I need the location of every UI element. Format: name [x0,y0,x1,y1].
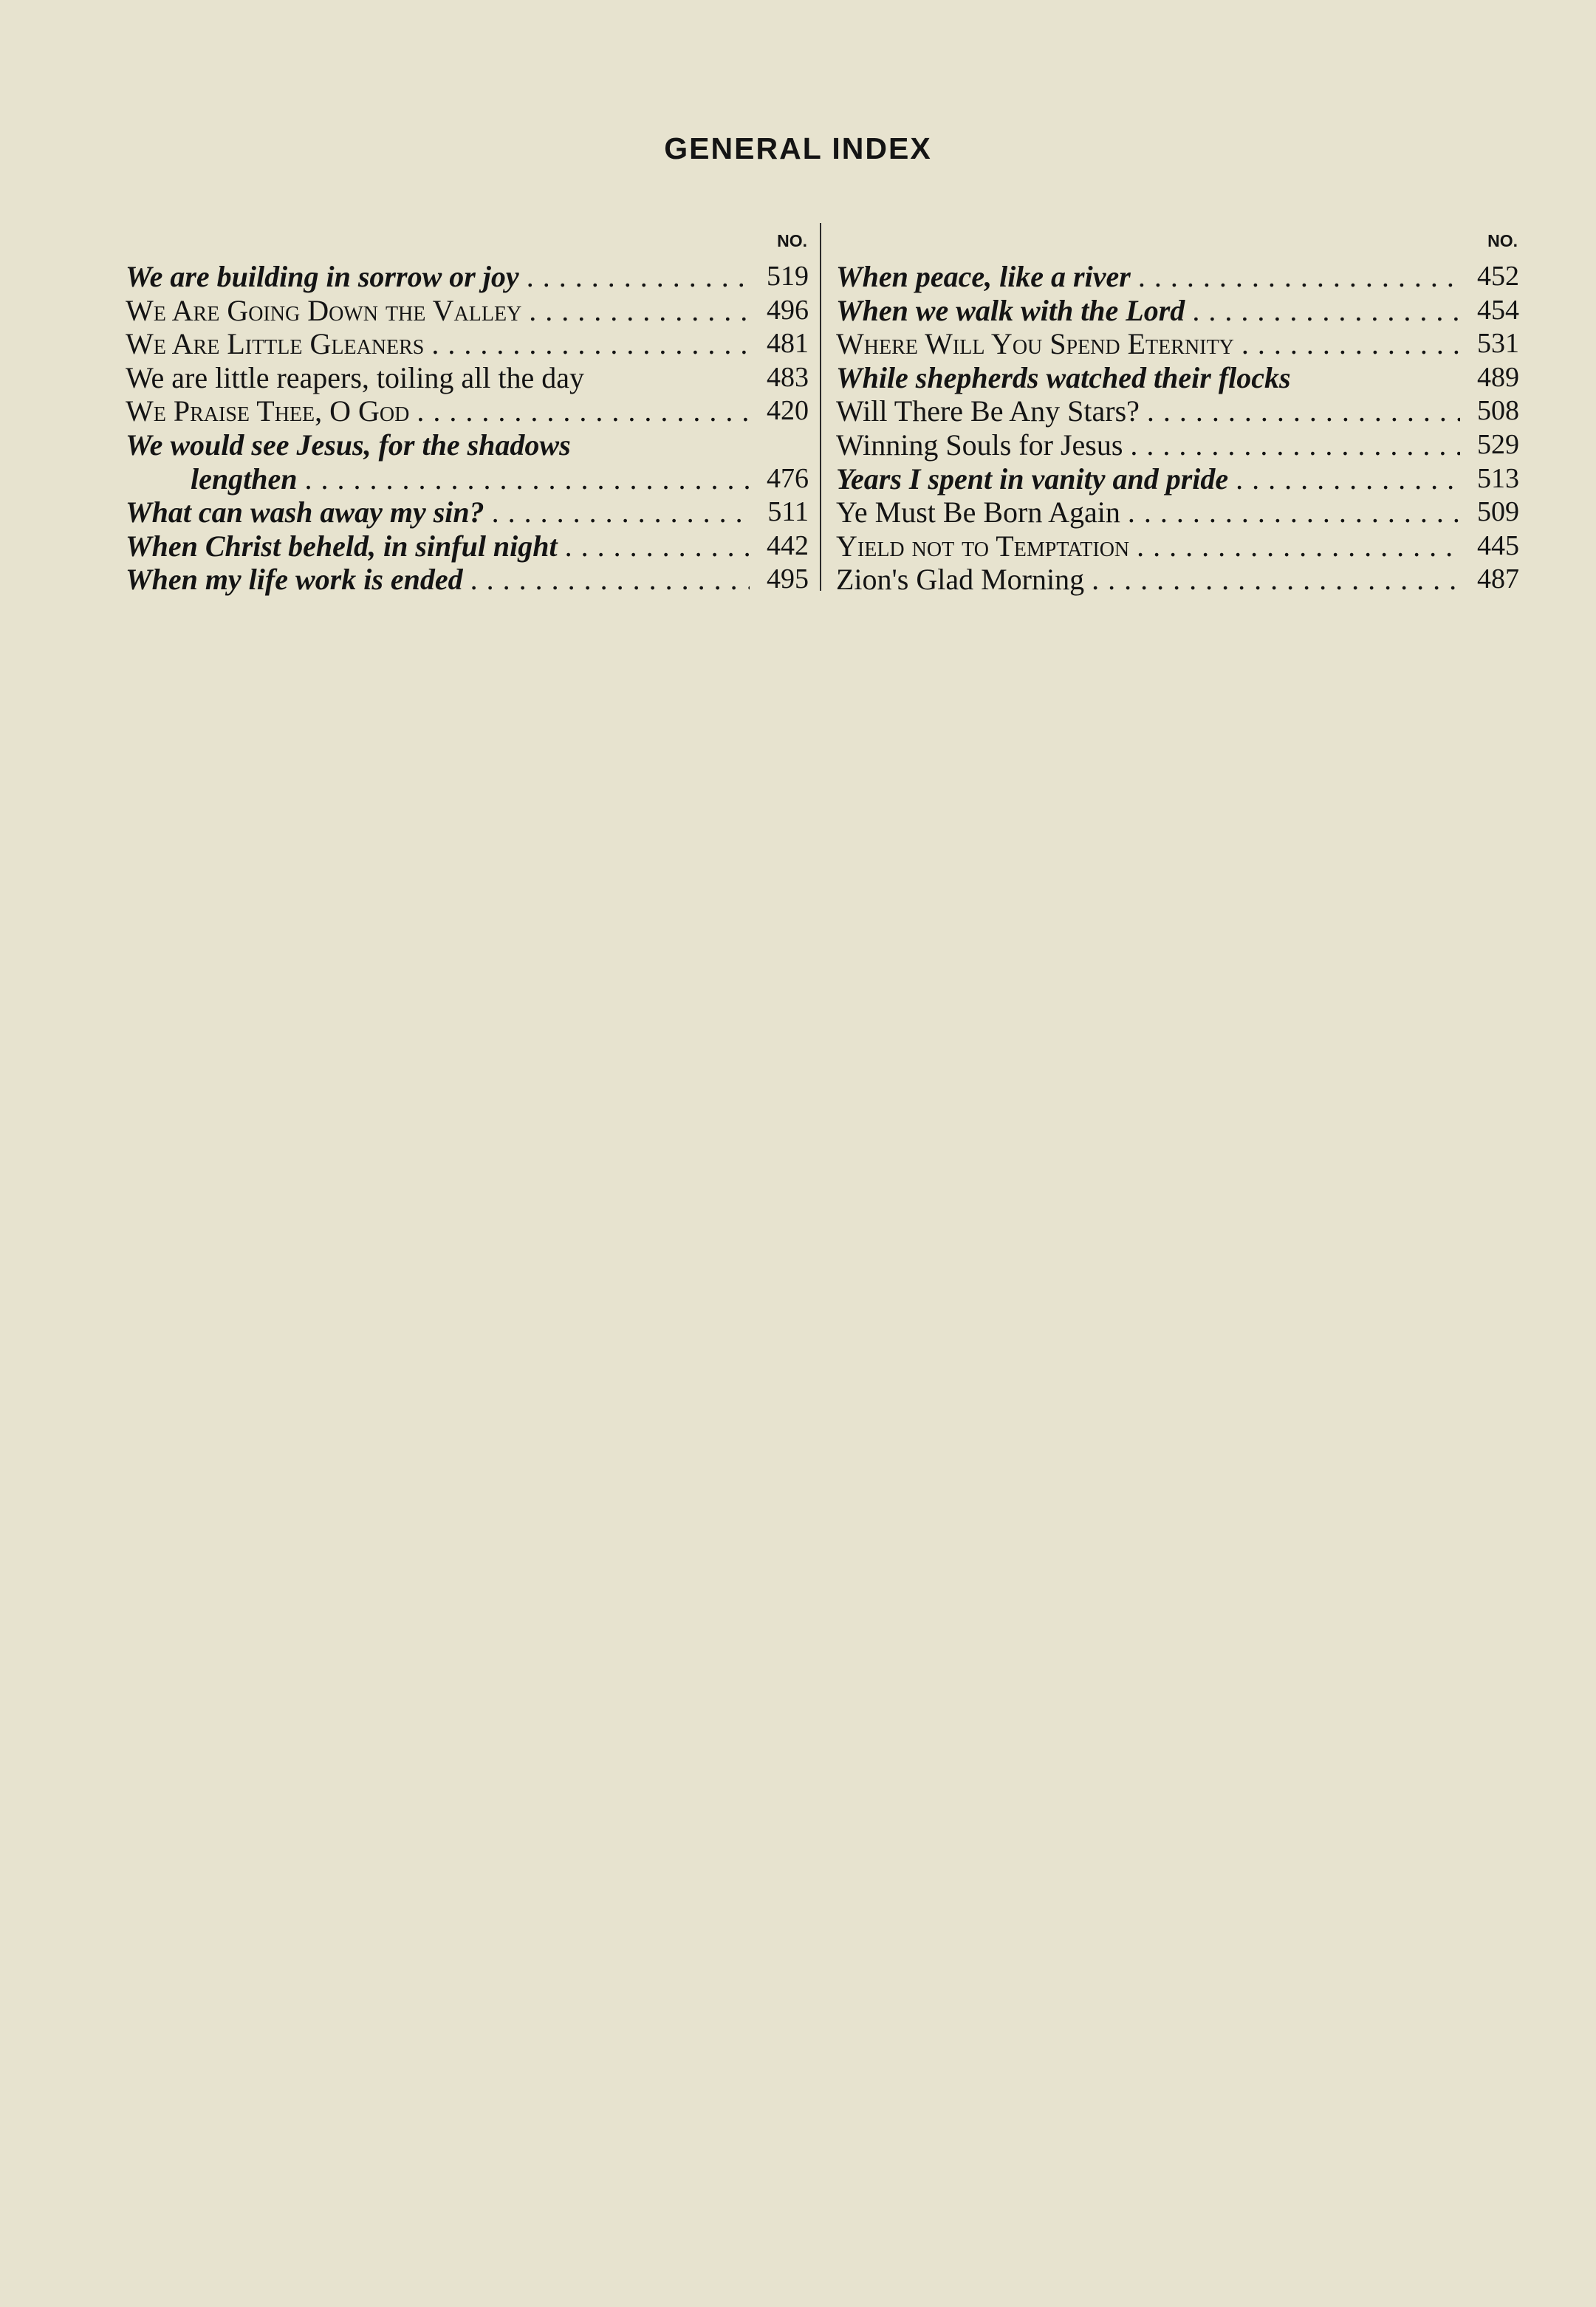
index-entry [126,529,809,563]
entry-number: 511 [767,496,809,528]
column-divider [820,223,821,591]
entry-title: While shepherds watched their flocks [836,360,1291,394]
dot-leader [1192,294,1460,328]
dot-leader [1137,529,1460,563]
index-entry [126,496,809,529]
entry-title: We are little reapers, toiling all the day [126,360,584,394]
dot-leader [470,563,750,597]
index-entry [836,529,1519,563]
entry-number: 519 [767,261,809,292]
entry-title: Years I spent in vanity and pride [836,462,1229,496]
entry-number: 489 [1477,361,1519,393]
entry-number: 481 [767,328,809,360]
entry-title: When my life work is ended [126,563,463,597]
index-entry [836,428,1519,462]
entry-number: 508 [1477,395,1519,427]
number-column-heading: NO. [777,231,807,250]
entry-number: 445 [1477,529,1519,561]
index-entry [126,394,809,428]
entry-number: 454 [1477,294,1519,326]
entry-title: Ye Must Be Born Again [836,496,1120,529]
index-entry [126,260,809,294]
dot-leader [1241,327,1460,361]
entry-number: 420 [767,395,809,427]
entry-number: 513 [1477,462,1519,494]
number-column-heading: NO. [1487,231,1518,250]
index-entry [126,294,809,328]
index-entry [836,260,1519,294]
entry-number: 509 [1477,496,1519,528]
dot-leader [1138,260,1460,294]
entry-number: 529 [1477,428,1519,460]
entry-number: 487 [1477,563,1519,595]
entry-title: We are building in sorrow or joy [126,260,519,293]
dot-leader [565,529,750,563]
entry-title: Winning Souls for Jesus [836,428,1123,462]
index-entry [126,361,809,395]
index-column-left [126,222,809,597]
index-entry [126,563,809,597]
entry-title: When peace, like a river [836,260,1131,293]
dot-leader [417,394,750,428]
entry-title: We would see Jesus, for the shadows [126,428,571,462]
entry-title: When we walk with the Lord [836,293,1185,327]
index-entry [126,327,809,361]
dot-leader [1092,563,1460,597]
dot-leader [1236,462,1460,496]
dot-leader [1130,428,1460,462]
index-entry [126,428,809,462]
dot-leader [431,327,750,361]
entry-title: Will There Be Any Stars? [836,394,1140,428]
entry-number: 495 [767,563,809,595]
entry-title: We Praise Thee, O God [126,394,410,428]
entry-title: Zion's Glad Morning [836,563,1085,597]
index-entry-continuation [126,462,809,496]
index-entry [836,496,1519,529]
entry-title: When Christ beheld, in sinful night [126,529,558,563]
entry-title: Where Will You Spend Eternity [836,327,1234,361]
index-entry [836,394,1519,428]
entry-title: We Are Going Down the Valley [126,293,522,327]
dot-leader [529,294,750,328]
dot-leader [492,496,750,529]
index-entry [836,563,1519,597]
index-column-right [836,222,1519,597]
entry-title: Yield not to Temptation [836,529,1130,563]
entry-number: 452 [1477,261,1519,292]
dot-leader [1147,394,1460,428]
entry-number: 496 [767,294,809,326]
dot-leader [304,462,750,496]
entry-title: We Are Little Gleaners [126,327,425,361]
entry-number: 531 [1477,328,1519,360]
dot-leader [527,260,750,294]
index-entry [836,361,1519,395]
index-entry [836,294,1519,328]
entry-title: What can wash away my sin? [126,496,484,529]
dot-leader [1128,496,1460,529]
index-entry [836,327,1519,361]
page-title: GENERAL INDEX [664,131,932,165]
entry-number: 476 [767,462,809,494]
entry-title: lengthen [191,462,298,496]
entry-number: 483 [767,361,809,393]
entry-number: 442 [767,529,809,561]
index-entry [836,462,1519,496]
